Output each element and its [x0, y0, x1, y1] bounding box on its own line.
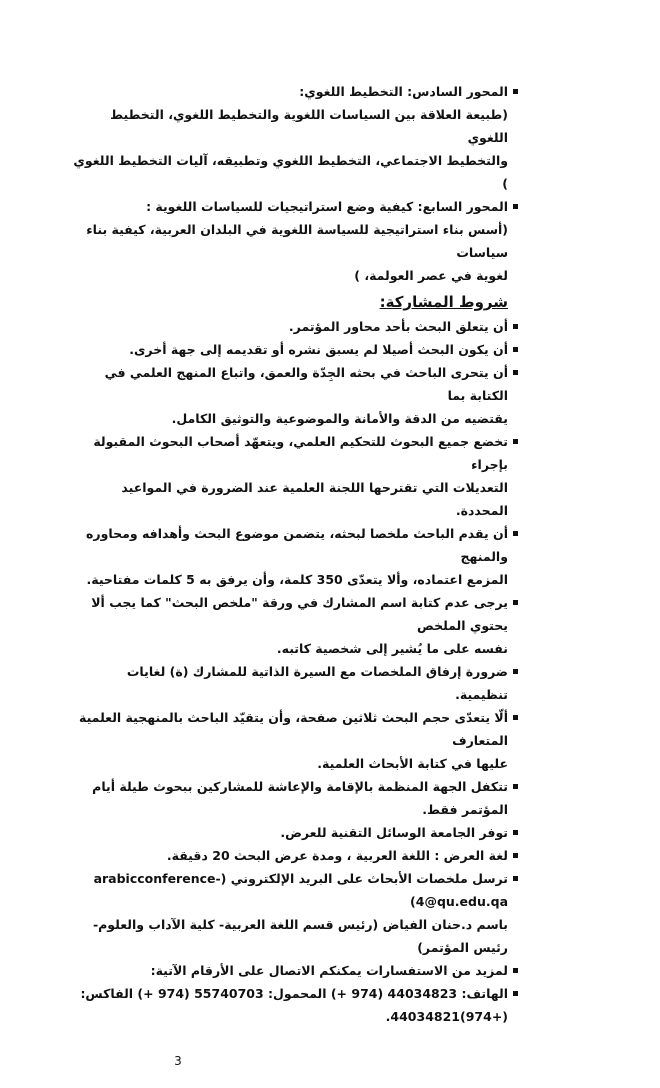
condition-item	[70, 821, 508, 844]
condition-line: توفر الجامعة الوسائل التقنية للعرض.	[280, 825, 508, 840]
condition-line: لمزيد من الاستفسارات يمكنكم الاتصال على الأرقام الآتية:	[150, 963, 508, 978]
condition-line: ضرورة إرفاق الملخصات مع السيرة الذاتية للمشارك (ة) لغايات تنظيمية.	[126, 664, 508, 702]
bullet-icon	[513, 830, 518, 835]
condition-line: ألّا يتعدّى حجم البحث ثلاثين صفحة، وأن يتقيّد الباحث بالمنهجية العلمية المتعارف	[79, 710, 508, 748]
condition-line: أن يتحرى الباحث في بحثه الجِدّة والعمق، واتباع المنهج العلمي في الكتابة بما	[104, 365, 508, 403]
section-item	[70, 80, 508, 103]
condition-item	[70, 430, 508, 522]
condition-line: باسم د.حنان الفياض (رئيس قسم اللغة العربية- كلية الآداب والعلوم- رئيس المؤتمر)	[92, 917, 508, 955]
section-line: المحور السابع: كيفية وضع استراتيجيات للسياسات اللغوية :	[146, 199, 508, 214]
condition-line: تتكفل الجهة المنظمة بالإقامة والإعاشة للمشاركين ببحوث طيلة أيام المؤتمر فقط.	[92, 779, 508, 817]
bullet-icon	[513, 89, 518, 94]
bullet-icon	[513, 439, 518, 444]
bullet-icon	[513, 370, 518, 375]
section-item	[70, 218, 508, 287]
conditions-heading: شروط المشاركة:	[379, 293, 508, 311]
condition-item	[70, 867, 508, 959]
condition-line: المزمع اعتماده، وألا يتعدّى 350 كلمة، وأن يرفق به 5 كلمات مفتاحية.	[86, 572, 508, 587]
condition-item	[70, 522, 508, 591]
section-line: (طبيعة العلاقة بين السياسات اللغوية والتخطيط اللغوي، التخطيط اللغوي	[110, 107, 508, 145]
bullet-icon	[513, 784, 518, 789]
condition-item	[70, 982, 508, 1028]
condition-item	[70, 660, 508, 706]
condition-item	[70, 591, 508, 660]
bullet-icon	[513, 669, 518, 674]
bullet-icon	[513, 715, 518, 720]
page-number: 3	[174, 1054, 182, 1068]
condition-item	[70, 315, 508, 338]
condition-line: أن يقدم الباحث ملخصا لبحثه، يتضمن موضوع البحث وأهدافه ومحاوره والمنهج	[86, 526, 508, 564]
bullet-icon	[513, 600, 518, 605]
bullet-icon	[513, 204, 518, 209]
condition-line: التعديلات التي تقترحها اللجنة العلمية عند الضرورة في المواعيد المحددة.	[121, 480, 508, 518]
bullet-icon	[513, 968, 518, 973]
condition-item	[70, 775, 508, 821]
condition-item	[70, 844, 508, 867]
condition-item	[70, 338, 508, 361]
condition-line: الهاتف: 44034823 (974 +) المحمول: 55740703 (974 +) الفاكس:	[80, 986, 508, 1001]
bullet-icon	[513, 347, 518, 352]
condition-line: أن يكون البحث أصيلا لم يسبق نشره أو تقديمه إلى جهة أخرى.	[129, 342, 508, 357]
condition-line: نفسه على ما يُشير إلى شخصية كاتبه.	[276, 641, 508, 656]
condition-item	[70, 959, 508, 982]
section-line: (أسس بناء استراتيجية للسياسة اللغوية في البلدان العربية، كيفية بناء سياسات	[86, 222, 508, 260]
bullet-icon	[513, 531, 518, 536]
condition-item	[70, 361, 508, 430]
bullet-icon	[513, 324, 518, 329]
section-line: لغوية في عصر العولمة، )	[354, 268, 508, 283]
condition-line: لغة العرض : اللغة العربية ، ومدة عرض البحث 20 دقيقة.	[166, 848, 508, 863]
document-page	[70, 0, 508, 1088]
section-line: والتخطيط الاجتماعي، التخطيط اللغوي وتطبيقه، آليات التخطيط اللغوي )	[73, 153, 508, 191]
condition-line: أن يتعلق البحث بأحد محاور المؤتمر.	[288, 319, 508, 334]
condition-line: يرجى عدم كتابة اسم المشارك في ورقة "ملخص البحث" كما يجب ألا يحتوي الملخص	[91, 595, 508, 633]
condition-line: (+974)44034821.	[385, 1009, 508, 1024]
section-item	[70, 103, 508, 195]
bullet-icon	[513, 876, 518, 881]
condition-line: يقتضيه من الدقة والأمانة والموضوعية والتوثيق الكامل.	[171, 411, 508, 426]
section-line: المحور السادس: التخطيط اللغوي:	[299, 84, 508, 99]
condition-item	[70, 706, 508, 775]
section-item	[70, 195, 508, 218]
condition-line: تخضع جميع البحوث للتحكيم العلمي، ويتعهّد أصحاب البحوث المقبولة بإجراء	[93, 434, 508, 472]
condition-line: عليها في كتابة الأبحاث العلمية.	[317, 756, 508, 771]
condition-line: ترسل ملخصات الأبحاث على البريد الإلكتروني (arabicconference-4@qu.edu.qa)	[93, 871, 508, 909]
bullet-icon	[513, 991, 518, 996]
